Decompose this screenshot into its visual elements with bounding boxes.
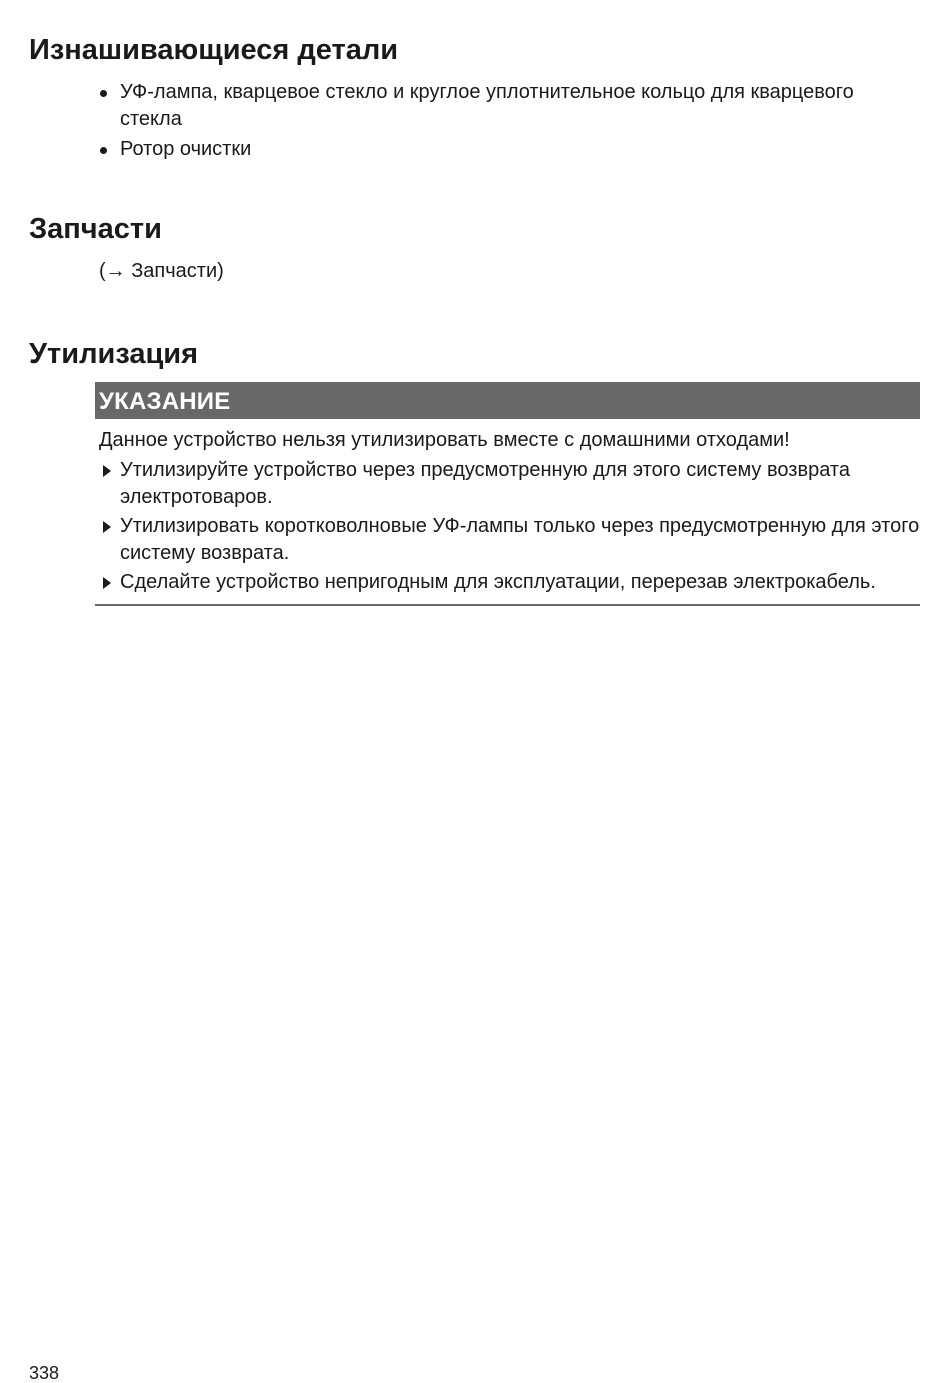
list-item-text: Утилизируйте устройство через предусмотренную для этого систему возврата электротоваров. — [120, 459, 850, 508]
list-item-text: Сделайте устройство непригодным для эксплуатации, перерезав электрокабель. — [120, 571, 876, 593]
list-item-text: УФ-лампа, кварцевое стекло и круглое уплотнительное кольцо для кварцевого стекла — [120, 81, 854, 130]
list-item — [95, 513, 920, 567]
list-item-text: Ротор очистки — [120, 138, 252, 160]
arrow-right-icon: → — [105, 260, 126, 282]
list-item — [97, 136, 917, 163]
reference-link-text: Запчасти) — [125, 260, 224, 282]
triangle-bullet-icon — [103, 577, 111, 589]
spare-parts-reference[interactable] — [99, 258, 224, 285]
reference-open-paren: ( — [99, 260, 106, 282]
notice-intro: Данное устройство нельзя утилизировать вместе с домашними отходами! — [99, 429, 790, 451]
list-item-text: Утилизировать коротковолновые УФ-лампы только через предусмотренную для этого систему возврата. — [120, 515, 920, 564]
wear-parts-list — [97, 79, 917, 166]
disposal-heading: Утилизация — [29, 338, 199, 370]
spare-parts-heading: Запчасти — [29, 213, 162, 245]
wear-parts-heading: Изнашивающиеся детали — [29, 34, 399, 66]
bullet-icon — [100, 147, 107, 154]
list-item — [95, 457, 920, 511]
bullet-icon — [100, 90, 107, 97]
triangle-bullet-icon — [103, 465, 111, 477]
notice-list — [95, 457, 920, 596]
notice-box — [95, 382, 920, 606]
triangle-bullet-icon — [103, 521, 111, 533]
notice-label: УКАЗАНИЕ — [95, 382, 920, 419]
list-item — [95, 569, 920, 596]
page-number: 338 — [29, 1363, 60, 1383]
list-item — [97, 79, 917, 133]
